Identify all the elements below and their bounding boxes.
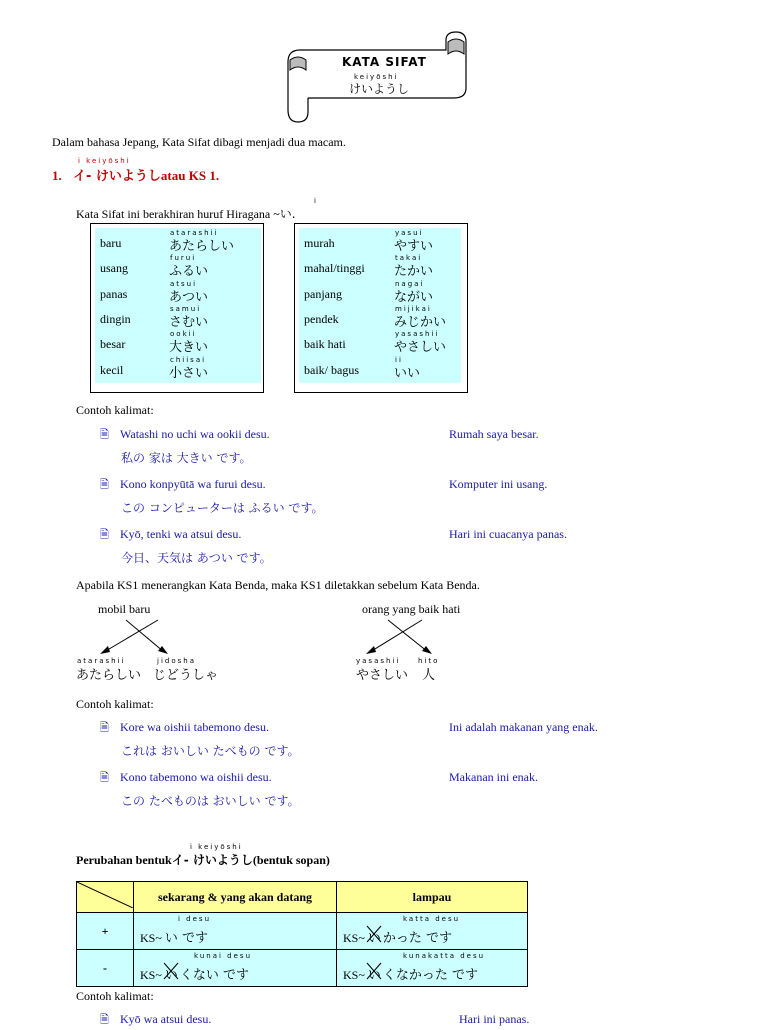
past-neg-struck <box>368 964 381 983</box>
past-pos-struck-char: い <box>367 930 381 946</box>
table-cell-past-positive <box>337 913 528 950</box>
strike-mark <box>366 925 382 943</box>
vocab-furigana: yasui <box>395 229 424 237</box>
vocab-kana: 小さい <box>169 365 209 381</box>
vocab-label: mahal/tinggi <box>304 261 365 276</box>
example-japanese: この コンピューターは ふるい です。 <box>121 501 324 515</box>
vocab-kana: あたらしい <box>169 239 235 254</box>
example-japanese: 今日、天気は あつい です。 <box>121 551 272 565</box>
diagram-left-top: mobil baru <box>98 602 151 616</box>
document-icon: 🗎 <box>100 771 109 784</box>
vocab-furigana: nagai <box>395 279 425 288</box>
diagram-right-kana1: やさしい <box>356 668 409 683</box>
now-pos-furi: i desu <box>178 915 212 923</box>
table-head-past: lampau <box>337 882 528 913</box>
perubahan-prefix: Perubahan bentuk <box>76 853 172 867</box>
document-icon: 🗎 <box>100 478 109 491</box>
strike-mark <box>366 962 382 980</box>
perubahan-suffix: (bentuk sopan) <box>252 853 330 867</box>
document-icon: 🗎 <box>100 428 109 441</box>
vocab-furigana: atarashii <box>170 229 219 237</box>
example-meaning: Rumah saya besar. <box>449 427 539 441</box>
ending-furigana: i <box>314 197 318 205</box>
table-row-negative <box>77 950 528 987</box>
document-icon: 🗎 <box>100 528 109 541</box>
example-japanese: この たべものは おいしい です。 <box>121 794 300 808</box>
vocab-furigana: ookii <box>170 330 197 339</box>
now-neg-struck <box>165 964 178 983</box>
past-neg-furi: kunakatta desu <box>403 952 486 960</box>
diagram-left-arrows <box>96 618 172 658</box>
table-cell-now-negative <box>134 950 337 987</box>
now-neg-prefix: KS~ <box>140 967 165 982</box>
example-meaning: Komputer ini usang. <box>449 477 548 491</box>
vocab-label: panas <box>100 286 128 301</box>
table-sign-positive: + <box>77 913 134 950</box>
vocab-label: murah <box>304 236 335 250</box>
vocab-label: baik/ bagus <box>304 362 359 377</box>
section1-number: 1. <box>52 168 62 183</box>
section1-heading <box>52 165 219 184</box>
last-example-romaji: Kyō wa atsui desu. <box>120 1012 212 1026</box>
ending-kana: い. <box>279 207 296 221</box>
vocab-label: usang <box>100 261 128 276</box>
vocab-kana: たかい <box>394 264 434 280</box>
ending-text: Kata Sifat ini berakhiran huruf Hiragana ~ <box>76 207 280 221</box>
vocab-furigana: chiisai <box>170 355 207 364</box>
document-icon: 🗎 <box>100 1013 109 1026</box>
section1-prefix: イ- けいようし <box>73 169 161 184</box>
example-romaji: Kono tabemono wa oishii desu. <box>120 770 272 784</box>
vocab-kana: あつい <box>169 289 209 305</box>
vocab-label: baru <box>100 236 122 250</box>
past-pos-furi: katta desu <box>403 915 461 923</box>
vocab-kana: やすい <box>394 239 434 254</box>
diagram-left-kana1: あたらしい <box>76 668 142 683</box>
example-meaning: Hari ini cuacanya panas. <box>449 527 567 541</box>
diagram-right-furi2: hito <box>418 657 440 665</box>
example-romaji: Watashi no uchi wa ookii desu. <box>120 427 270 441</box>
table-sign-negative: - <box>77 950 134 987</box>
vocab-label: panjang <box>304 286 342 301</box>
modifier-sentence: Apabila KS1 menerangkan Kata Benda, maka KS1 diletakkan sebelum Kata Benda. <box>76 578 480 592</box>
example-meaning: Ini adalah makanan yang enak. <box>449 720 598 734</box>
diagonal-line <box>77 882 133 908</box>
banner-kana: けいようし <box>349 82 410 96</box>
vocab-label: pendek <box>304 311 339 326</box>
now-neg-struck-char: い <box>164 967 178 983</box>
example-japanese: これは おいしい たべもの です。 <box>121 744 300 758</box>
contoh-label-2: Contoh kalimat: <box>76 697 154 711</box>
document-icon: 🗎 <box>100 721 109 734</box>
past-neg-struck-char: い <box>367 967 381 983</box>
banner-furigana: keiyōshi <box>354 73 399 81</box>
vocab-label: baik hati <box>304 337 346 352</box>
table-cell-past-negative <box>337 950 528 987</box>
now-pos-prefix: KS~ <box>140 930 165 945</box>
vocab-furigana: samui <box>170 304 202 313</box>
diagram-right-arrows <box>362 618 438 658</box>
vocab-kana: 大きい <box>169 340 209 356</box>
now-neg-kana: くない です <box>179 967 249 983</box>
past-neg-kana: くなかった です <box>382 967 478 983</box>
example-japanese: 私の 家は 大きい です。 <box>121 451 252 465</box>
example-meaning: Makanan ini enak. <box>449 770 538 784</box>
table-cell-now-positive <box>134 913 337 950</box>
vocab-kana: ふるい <box>169 264 209 280</box>
vocab-kana: さむい <box>169 314 209 330</box>
vocab-kana: やさしい <box>394 340 447 356</box>
diagram-right-kana2: 人 <box>422 668 436 683</box>
conjugation-table <box>76 881 528 987</box>
past-pos-prefix: KS~ <box>343 930 368 945</box>
vocab-furigana: furui <box>170 254 197 263</box>
vocab-furigana: yasashii <box>395 330 440 339</box>
example-romaji: Kore wa oishii tabemono desu. <box>120 720 269 734</box>
section1-suffix: atau KS 1. <box>160 168 220 183</box>
section1-furigana: i keiyōshi <box>78 157 131 165</box>
strike-mark <box>163 962 179 980</box>
last-example-meaning: Hari ini panas. <box>459 1012 530 1026</box>
past-pos-struck <box>368 927 381 946</box>
example-romaji: Kono konpyūtā wa furui desu. <box>120 477 266 491</box>
diagram-left-kana2: じどうしゃ <box>153 668 219 683</box>
table-row-positive <box>77 913 528 950</box>
vocab-kana: みじかい <box>394 314 447 330</box>
vocab-kana: いい <box>394 365 421 381</box>
now-neg-furi: kunai desu <box>194 952 253 960</box>
vocab-furigana: takai <box>395 254 423 263</box>
vocab-label: dingin <box>100 311 131 326</box>
perubahan-heading <box>76 851 330 868</box>
ending-sentence <box>76 205 296 222</box>
vocab-label: kecil <box>100 362 124 377</box>
past-pos-kana: かった です <box>382 930 452 946</box>
now-pos-kana: い です <box>164 930 208 946</box>
diagram-right-furi1: yasashii <box>356 657 401 665</box>
vocab-label: besar <box>100 337 126 352</box>
example-romaji: Kyō, tenki wa atsui desu. <box>120 527 242 541</box>
table-head-now: sekarang & yang akan datang <box>134 882 337 913</box>
banner-title: KATA SIFAT <box>342 55 427 69</box>
perubahan-kana: イ- けいようし <box>171 853 253 867</box>
diagram-right-top: orang yang baik hati <box>362 602 461 616</box>
diagram-left-furi2: jidosha <box>157 657 196 665</box>
table-corner-cell <box>77 882 134 913</box>
intro-text: Dalam bahasa Jepang, Kata Sifat dibagi menjadi dua macam. <box>52 135 346 149</box>
vocab-furigana: ii <box>395 355 403 364</box>
past-neg-prefix: KS~ <box>343 967 368 982</box>
perubahan-furigana: i keiyōshi <box>190 843 243 851</box>
vocab-furigana: mijikai <box>395 304 432 313</box>
table-header-row <box>77 882 528 913</box>
vocab-furigana: atsui <box>170 279 198 288</box>
diagram-left-furi1: atarashii <box>77 657 126 665</box>
vocab-kana: ながい <box>394 289 434 305</box>
contoh-label-3: Contoh kalimat: <box>76 989 154 1003</box>
contoh-label-1: Contoh kalimat: <box>76 403 154 417</box>
vocab-box-right-fill <box>299 228 461 383</box>
